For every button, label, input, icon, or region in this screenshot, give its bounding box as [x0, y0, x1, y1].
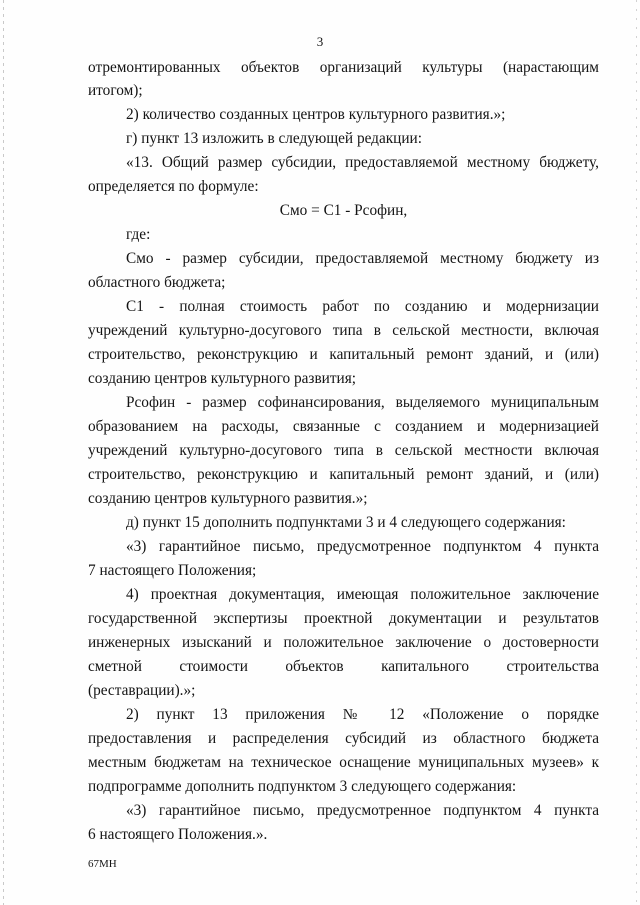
text-line: д) пункт 15 дополнить подпунктами 3 и 4 следующего содержания:: [126, 514, 566, 531]
text-line: созданию центров культурного развития;: [88, 370, 357, 387]
text-line: подпрограмме дополнить подпунктом 3 следующего содержания:: [88, 778, 517, 795]
text-line: созданию центров культурного развития.»;: [88, 490, 368, 507]
text-line: местным бюджетам на техническое оснащение муниципальных музеев» к: [88, 754, 599, 771]
text-line: строительство, реконструкцию и капитальный ремонт зданий, и (или): [88, 466, 599, 483]
text-line: государственной экспертизы проектной документации и результатов: [88, 610, 599, 627]
text-line: (реставрации).»;: [88, 682, 196, 699]
text-line: «3) гарантийное письмо, предусмотренное подпунктом 4 пункта: [126, 538, 599, 555]
text-line: сметной стоимости объектов капитального строительства: [88, 658, 599, 675]
text-line: определяется по формуле:: [88, 178, 259, 195]
text-line: отремонтированных объектов организаций культуры (нарастающим: [88, 59, 599, 76]
text-line: С1 - полная стоимость работ по созданию и модернизации: [126, 298, 599, 315]
text-line: Рсофин - размер софинансирования, выделяемого муниципальным: [126, 394, 599, 411]
text-line: где:: [126, 226, 151, 243]
text-line: итогом);: [88, 82, 143, 99]
text-line: «13. Общий размер субсидии, предоставляемой местному бюджету,: [126, 154, 599, 171]
text-line: 2) пункт 13 приложения № 12 «Положение о порядке: [126, 706, 599, 723]
text-line: учреждений культурно-досугового типа в сельской местности, включая: [88, 322, 599, 339]
text-line: областного бюджета;: [88, 274, 226, 291]
text-line: 2) количество созданных центров культурного развития.»;: [126, 106, 506, 123]
text-line: строительство, реконструкцию и капитальный ремонт зданий, и (или): [88, 346, 599, 363]
footer-code: 67МН: [88, 858, 117, 870]
text-line: учреждений культурно-досугового типа в сельской местности включая: [88, 442, 599, 459]
formula: Смо = С1 - Рсофин,: [279, 202, 408, 219]
text-line: 6 настоящего Положения.».: [88, 826, 268, 843]
scan-edge-right: [636, 0, 637, 905]
text-line: 4) проектная документация, имеющая положительное заключение: [126, 586, 599, 603]
scan-edge-left: [3, 0, 4, 905]
text-line: 7 настоящего Положения;: [88, 562, 257, 579]
text-line: г) пункт 13 изложить в следующей редакции:: [126, 130, 422, 147]
text-line: образованием на расходы, связанные с созданием и модернизацией: [88, 418, 599, 435]
text-line: предоставления и распределения субсидий из областного бюджета: [88, 730, 599, 747]
text-line: Смо - размер субсидии, предоставляемой местному бюджету из: [126, 250, 599, 267]
text-line: «3) гарантийное письмо, предусмотренное подпунктом 4 пункта: [126, 802, 599, 819]
page-number: 3: [316, 34, 324, 49]
text-line: инженерных изысканий и положительное заключение о достоверности: [88, 634, 599, 651]
